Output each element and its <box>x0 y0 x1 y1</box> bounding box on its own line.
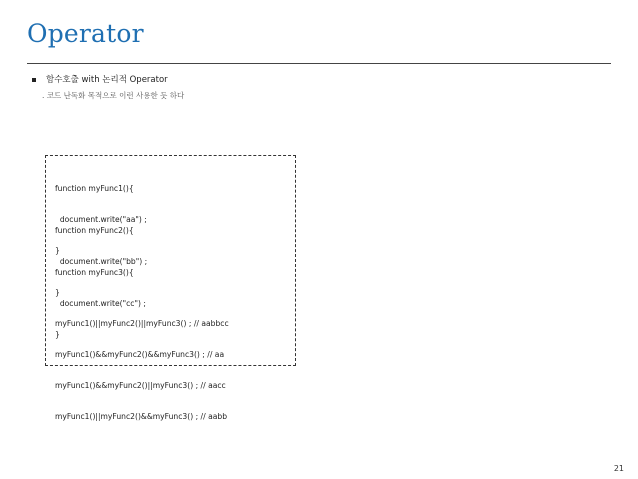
code-line: } <box>55 330 60 340</box>
code-line: function myFunc3(){ <box>55 267 134 277</box>
code-line: document.write("cc") ; <box>55 299 146 309</box>
slide-title: Operator <box>27 19 144 48</box>
bullet-item <box>32 74 168 86</box>
code-line: document.write("aa") ; <box>55 215 147 225</box>
function-calls <box>55 298 229 444</box>
code-line: } <box>55 288 60 298</box>
code-line: myFunc1()||myFunc2()&&myFunc3() ; // aabb <box>55 412 228 422</box>
code-line: myFunc1()||myFunc2()||myFunc3() ; // aabbcc <box>55 318 229 328</box>
code-line: function myFunc2(){ <box>55 225 134 235</box>
title-divider <box>27 63 611 64</box>
square-bullet-icon <box>32 78 36 82</box>
code-line: document.write("bb") ; <box>55 257 148 267</box>
code-line: myFunc1()&&myFunc2()||myFunc3() ; // aacc <box>55 381 226 391</box>
code-line: myFunc1()&&myFunc2()&&myFunc3() ; // aa <box>55 350 225 360</box>
code-line: function myFunc1(){ <box>55 183 134 193</box>
code-line: } <box>55 246 60 256</box>
page-number: 21 <box>613 464 624 473</box>
note-text: . 코드 난독화 목적으로 이런 사용한 듯 하다 <box>42 91 185 100</box>
code-example-box <box>45 155 296 422</box>
bullet-text: 함수호출 with 논리적 Operator <box>46 75 168 85</box>
